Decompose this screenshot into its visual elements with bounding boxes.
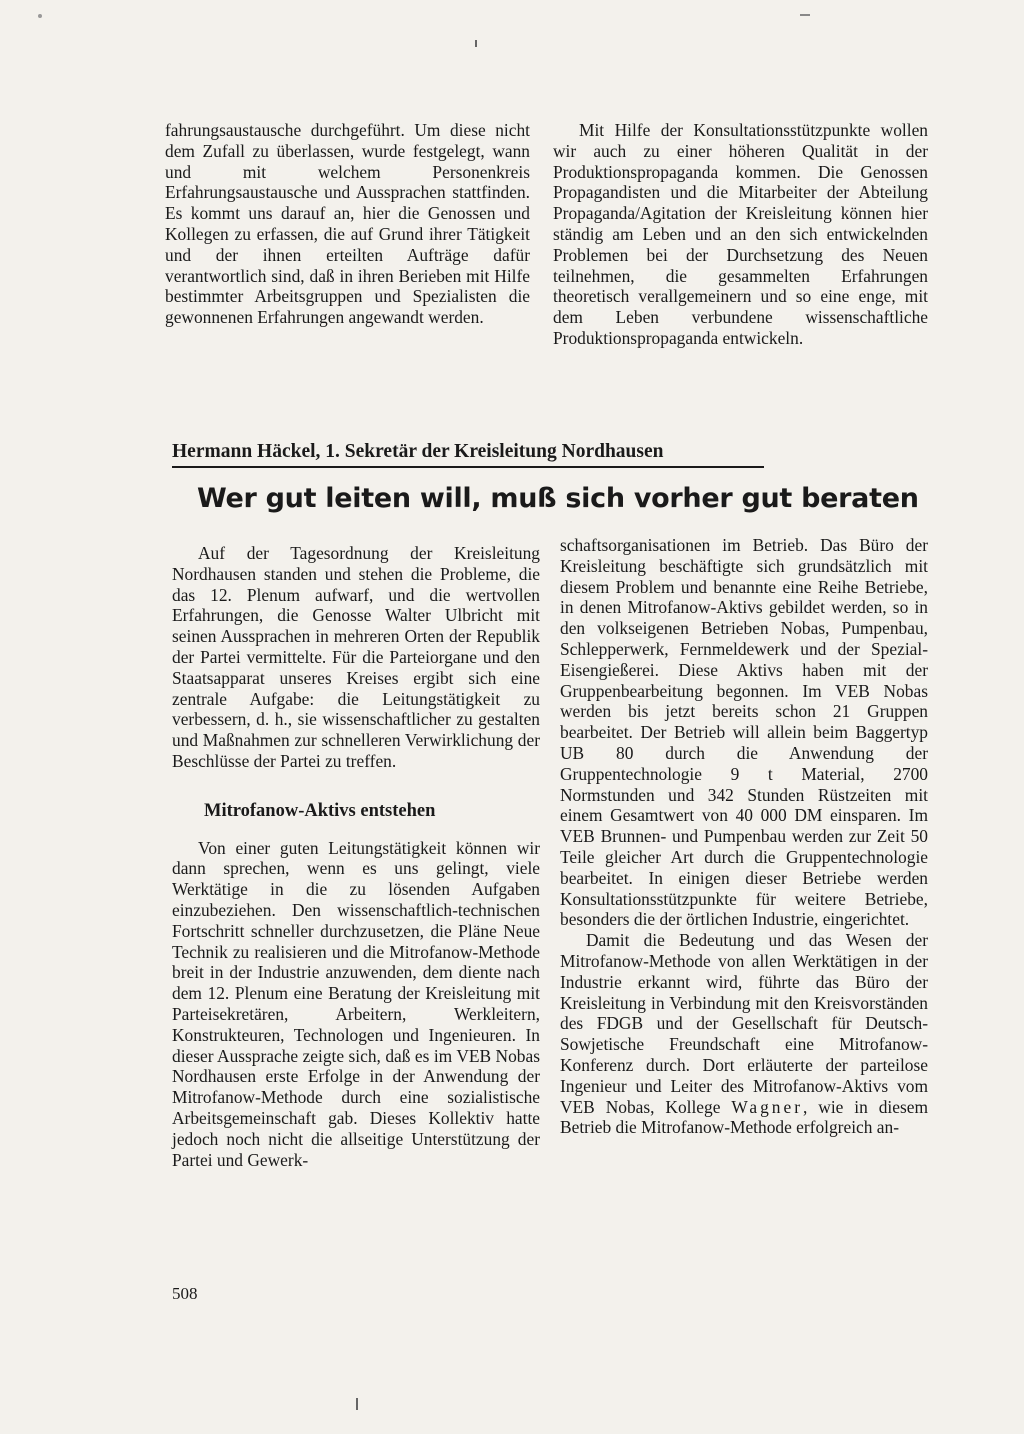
intro-paragraph: Auf der Tagesordnung der Kreisleitung Nordhausen standen und stehen die Probleme, die das 12. Plenum aufwarf, und die wertvollen Erfahrungen, die Genosse Walter Ulbricht mit seinen Aussprachen in mehreren Orten der Republik der Partei vermittelte. Für die Parteiorgane und den Staatsapparat unseres Kreises ergibt sich eine zentrale Aufgabe: die Leitungstätigkeit zu verbessern, d. h., sie wissenschaftlicher zu gestalten und Maßnahmen zur schnelleren Verwirklichung der Beschlüsse der Partei zu treffen. xyxy=(172,543,540,771)
page-number: 508 xyxy=(172,1284,198,1303)
article-headline: Wer gut leiten will, muß sich vorher gut beraten xyxy=(197,483,919,514)
top-left-paragraph: fahrungsaustausche durchgeführt. Um diese nicht dem Zufall zu überlassen, wurde festgelegt, wann und mit welchem Personenkreis Erfahrungsaustausche und Aussprachen stattfinden. Es kommt uns darauf an, hier die Genossen und Kollegen zu erfassen, die auf Grund ihrer Tätigkeit und der ihnen erteilten Aufträge dafür verantwortlich sind, daß in ihren Berieben mit Hilfe bestimmter Arbeitsgruppen und Spezialisten die gewonnenen Erfahrungen angewandt werden. xyxy=(165,120,530,328)
scan-speck xyxy=(356,1398,358,1410)
article-right-column xyxy=(560,535,928,1138)
author-byline: Hermann Häckel, 1. Sekretär der Kreisleitung Nordhausen xyxy=(172,439,764,468)
top-right-paragraph: Mit Hilfe der Konsultationsstützpunkte wollen wir auch zu einer höheren Qualität in der Produktionspropaganda kommen. Die Genossen Propagandisten und die Mitarbeiter der Abteilung Propaganda/Agitation der Kreisleitung können hier ständig am Leben und an den sich entwickelnden Problemen bei der Durchsetzung des Neuen teilnehmen, die gesammelten Erfahrungen theoretisch verallgemeinern und so eine enge, mit dem Leben verbundene wissenschaftliche Produktionspropaganda entwickeln. xyxy=(553,120,928,348)
spaced-name: Wagner xyxy=(731,1096,803,1117)
conference-paragraph xyxy=(560,930,928,1138)
article-left-column xyxy=(172,543,540,1170)
conference-text-start: Damit die Bedeutung und das Wesen der Mitrofanow-Methode von allen Werktätigen in der Industrie erkannt wird, führte das Büro der Kreisleitung in Verbindung mit den Kreisvorständen des FDGB und der Gesellschaft für Deutsch-Sowjetische Freundschaft eine Mitrofanow-Konferenz durch. Dort erläuterte der parteilose Ingenieur und Leiter des Mitrofanow-Aktivs vom VEB Nobas, Kollege xyxy=(560,930,928,1117)
conference-text-end: , wie in diesem Betrieb die Mitrofanow-Methode erfolgreich an- xyxy=(560,1096,928,1138)
scan-speck xyxy=(38,14,42,18)
continued-paragraph: schaftsorganisationen im Betrieb. Das Büro der Kreisleitung beschäftigte sich grundsätzlich mit diesem Problem und benannte eine Reihe Betriebe, in denen Mitrofanow-Aktivs gebildet werden, so in den volkseigenen Betrieben Nobas, Pumpenbau, Schlepperwerk, Fernmeldewerk und der Spezial-Eisengießerei. Diese Aktivs haben mit der Gruppenbearbeitung begonnen. Im VEB Nobas werden bis jetzt bereits schon 21 Gruppen bearbeitet. Der Betrieb will allein beim Baggertyp UB 80 durch die Anwendung der Gruppentechnologie 9 t Material, 2700 Normstunden und 342 Stunden Rüstzeiten mit einem Gesamtwert von 40 000 DM einsparen. Im VEB Brunnen- und Pumpenbau werden zur Zeit 50 Teile gleicher Art durch die Gruppentechnologie bearbeitet. In einigen dieser Betriebe werden Konsultationsstützpunkte für weitere Betriebe, besonders die der örtlichen Industrie, eingerichtet. xyxy=(560,535,928,930)
section-subheading: Mitrofanow-Aktivs entstehen xyxy=(204,800,436,821)
section-paragraph: Von einer guten Leitungstätigkeit können wir dann sprechen, wenn es uns gelingt, viele Werktätige in die zu lösenden Aufgaben einzubeziehen. Den wissenschaftlich-technischen Fortschritt schneller durchzusetzen, die Pläne Neue Technik zu realisieren und die Mitrofanow-Methode breit in der Industrie anzuwenden, dem diente nach dem 12. Plenum eine Beratung der Kreisleitung mit Parteisekretären, Arbeitern, Werkleitern, Konstrukteuren, Technologen und Ingenieuren. In dieser Aussprache zeigte sich, daß es im VEB Nobas Nordhausen erste Erfolge in der Anwendung der Mitrofanow-Methode durch eine sozialistische Arbeitsgemeinschaft gab. Dieses Kollektiv hatte jedoch noch nicht die allseitige Unterstützung der Partei und Gewerk- xyxy=(172,837,540,1170)
scan-speck xyxy=(800,14,810,16)
scan-speck xyxy=(475,40,477,47)
top-left-column xyxy=(165,120,530,328)
top-right-column xyxy=(553,120,928,349)
